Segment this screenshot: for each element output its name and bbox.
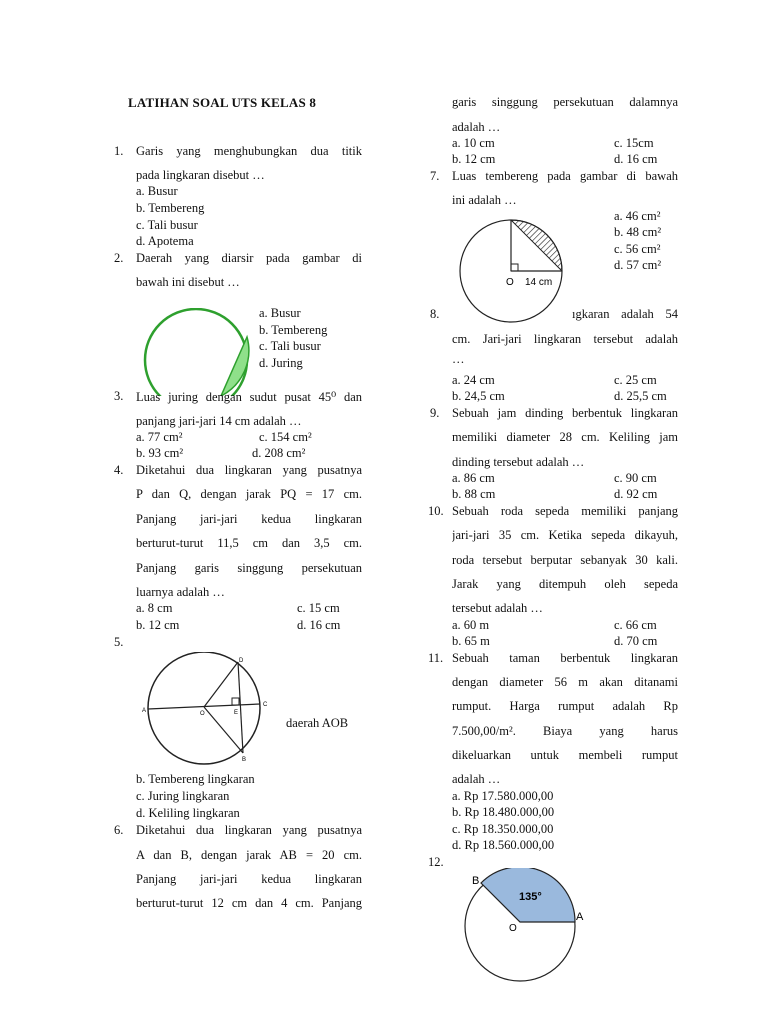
q11-number: 11. [428, 651, 444, 665]
q7-option-d: d. 57 cm² [614, 258, 662, 272]
q11-line-5: dikeluarkan untuk membeli rumput [452, 748, 678, 762]
q9-number: 9. [430, 406, 440, 420]
q1-line-1: Garis yang menghubungkan dua titik [136, 144, 362, 158]
q8-option-c: c. 25 cm [614, 373, 657, 387]
q7-line-2: ini adalah … [452, 193, 517, 207]
q4-line-6: luarnya adalah … [136, 585, 225, 599]
q6-line-1: Diketahui dua lingkaran yang pusatnya [136, 823, 362, 837]
q10-option-d: d. 70 cm [614, 634, 658, 648]
q3-line-2: panjang jari-jari 14 cm adalah … [136, 414, 302, 428]
q3-number: 3. [114, 389, 124, 403]
q10-line-4: Jarak yang ditempuh oleh sepeda [452, 577, 678, 591]
q12-label-o: O [509, 923, 517, 934]
q6-number: 6. [114, 823, 124, 837]
q11-option-c: c. Rp 18.350.000,00 [452, 822, 554, 836]
q2-number: 2. [114, 251, 124, 265]
q4-option-c: c. 15 cm [297, 601, 340, 615]
q3-option-d: d. 208 cm² [252, 446, 306, 460]
q7-shaded-segment [511, 220, 562, 271]
q7-circle-figure [452, 219, 574, 325]
q5-label-b: B [242, 757, 247, 763]
q1-option-b: b. Tembereng [136, 201, 205, 215]
page-title: LATIHAN SOAL UTS KELAS 8 [128, 95, 317, 110]
q5-label-e: E [234, 710, 239, 716]
q10-option-b: b. 65 m [452, 634, 490, 648]
q6-line-5: garis singgung persekutuan dalamnya [452, 95, 678, 109]
q5-label-a: A [142, 708, 147, 714]
q12-circle-figure [462, 868, 592, 1018]
q6-line-6: adalah … [452, 120, 501, 134]
q10-number: 10. [428, 504, 444, 518]
q6-line-2: A dan B, dengan jarak AB = 20 cm. [136, 848, 362, 862]
q10-line-5: tersebut adalah … [452, 601, 543, 615]
q9-line-1: Sebuah jam dinding berbentuk lingkaran [452, 406, 678, 420]
q4-line-3: Panjang jari-jari kedua lingkaran [136, 512, 362, 526]
q3-option-b: b. 93 cm² [136, 446, 184, 460]
q4-option-b: b. 12 cm [136, 618, 180, 632]
q8-line-3: … [452, 352, 465, 366]
q8-option-d: d. 25,5 cm [614, 389, 667, 403]
q4-line-2: P dan Q, dengan jarak PQ = 17 cm. [136, 487, 362, 501]
q5-option-d: d. Keliling lingkaran [136, 806, 240, 820]
q2-option-a: a. Busur [259, 306, 301, 320]
q4-line-4: berturut-turut 11,5 cm dan 3,5 cm. [136, 536, 362, 550]
q10-line-3: roda tersebut berputar sebanyak 30 kali. [452, 553, 678, 567]
q6-option-a: a. 10 cm [452, 136, 495, 150]
q5-option-c: c. Juring lingkaran [136, 789, 230, 803]
q12-label-b: B [472, 875, 480, 887]
q12-angle-label: 135° [519, 891, 542, 903]
q6-option-c: c. 15cm [614, 136, 654, 150]
q9-line-3: dinding tersebut adalah … [452, 455, 585, 469]
q5-label-d: D [239, 658, 244, 664]
q1-option-d: d. Apotema [136, 234, 194, 248]
q6-line-3: Panjang jari-jari kedua lingkaran [136, 872, 362, 886]
q5-label-o: O [200, 711, 205, 717]
q7-label-o: O [506, 277, 514, 288]
q3-option-c: c. 154 cm² [259, 430, 312, 444]
q1-option-a: a. Busur [136, 184, 178, 198]
q1-line-2: pada lingkaran disebut … [136, 168, 265, 182]
q7-option-b: b. 48 cm² [614, 225, 662, 239]
q1-number: 1. [114, 144, 124, 158]
q9-option-a: a. 86 cm [452, 471, 495, 485]
q4-line-1: Diketahui dua lingkaran yang pusatnya [136, 463, 362, 477]
q10-option-a: a. 60 m [452, 618, 490, 632]
q3-line-1: Luas juring dengan sudut pusat 45⁰ dan [136, 390, 362, 404]
q4-option-a: a. 8 cm [136, 601, 173, 615]
q11-option-a: a. Rp 17.580.000,00 [452, 789, 554, 803]
q8-question-fragment: ıgkaran adalah 54 [572, 307, 678, 321]
q11-line-2: dengan diameter 56 m akan ditanami [452, 675, 678, 689]
q9-option-d: d. 92 cm [614, 487, 658, 501]
q4-option-d: d. 16 cm [297, 618, 341, 632]
q1-option-c: c. Tali busur [136, 218, 198, 232]
q6-option-b: b. 12 cm [452, 152, 496, 166]
q12-number: 12. [428, 855, 444, 869]
q5-number: 5. [114, 635, 124, 649]
q10-line-1: Sebuah roda sepeda memiliki panjang [452, 504, 678, 518]
q6-line-4: berturut-turut 12 cm dan 4 cm. Panjang [136, 896, 362, 910]
q11-line-1: Sebuah taman berbentuk lingkaran [452, 651, 678, 665]
q9-option-c: c. 90 cm [614, 471, 657, 485]
q5-question-fragment: daerah AOB [286, 716, 349, 730]
q2-line-1: Daerah yang diarsir pada gambar di [136, 251, 362, 265]
q2-option-b: b. Tembereng [259, 323, 328, 337]
q7-label-length: 14 cm [525, 277, 553, 288]
q7-line-1: Luas tembereng pada gambar di bawah [452, 169, 678, 183]
q11-line-3: rumput. Harga rumput adalah Rp [452, 699, 678, 713]
q5-right-angle-mark [232, 698, 239, 705]
q5-circle-figure [140, 652, 275, 767]
q5-radius-od [204, 662, 238, 707]
q10-line-2: jari-jari 35 cm. Ketika sepeda dikayuh, [452, 528, 678, 542]
q11-line-4: 7.500,00/m². Biaya yang harus [452, 724, 678, 738]
q9-option-b: b. 88 cm [452, 487, 496, 501]
q4-line-5: Panjang garis singgung persekutuan [136, 561, 362, 575]
q6-option-d: d. 16 cm [614, 152, 658, 166]
q3-option-a: a. 77 cm² [136, 430, 183, 444]
q2-option-c: c. Tali busur [259, 339, 321, 353]
q10-option-c: c. 66 cm [614, 618, 657, 632]
q5-label-c: C [263, 702, 268, 708]
q11-line-6: adalah … [452, 772, 501, 786]
q8-option-b: b. 24,5 cm [452, 389, 505, 403]
q11-option-d: d. Rp 18.560.000,00 [452, 838, 555, 852]
q8-number: 8. [430, 307, 440, 321]
q8-option-a: a. 24 cm [452, 373, 495, 387]
q7-right-angle-mark [511, 264, 518, 271]
q11-option-b: b. Rp 18.480.000,00 [452, 805, 555, 819]
q12-label-a: A [576, 911, 584, 923]
q7-option-c: c. 56 cm² [614, 242, 661, 256]
q9-line-2: memiliki diameter 28 cm. Keliling jam [452, 430, 678, 444]
q7-number: 7. [430, 169, 440, 183]
q5-option-b: b. Tembereng lingkaran [136, 772, 255, 786]
q8-line-2: cm. Jari-jari lingkaran tersebut adalah [452, 332, 678, 346]
q4-number: 4. [114, 463, 124, 477]
q2-circle-figure [140, 308, 256, 396]
q7-option-a: a. 46 cm² [614, 209, 661, 223]
q2-line-2: bawah ini disebut … [136, 275, 240, 289]
q5-chord-db [238, 662, 243, 753]
q2-option-d: d. Juring [259, 356, 303, 370]
